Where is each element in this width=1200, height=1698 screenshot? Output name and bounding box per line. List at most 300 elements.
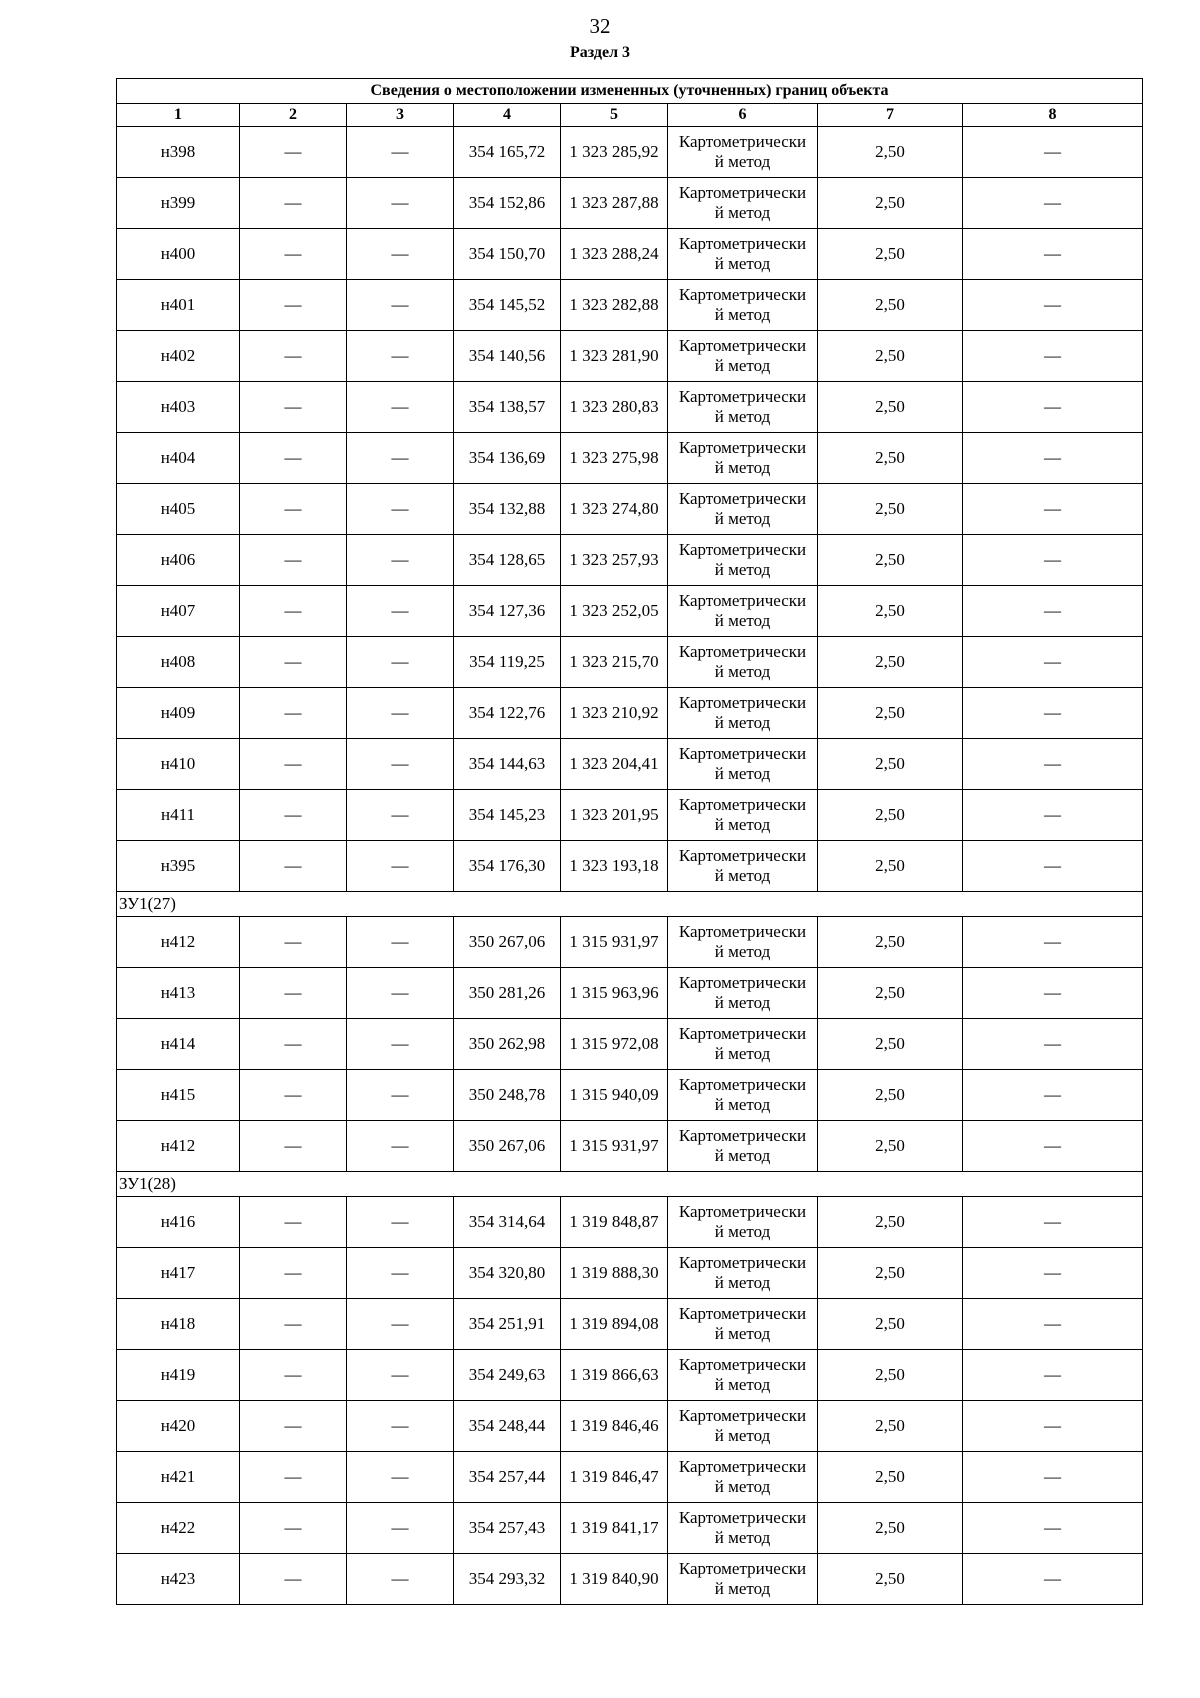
col2-dash-cell: — (240, 1350, 347, 1401)
col2-dash-cell: — (240, 1019, 347, 1070)
point-id-cell: н423 (117, 1554, 240, 1605)
point-id-cell: н414 (117, 1019, 240, 1070)
column-number: 4 (454, 104, 561, 127)
method-cell (668, 1452, 818, 1503)
precision-cell: 2,50 (818, 127, 963, 178)
method-text-line2: й метод (714, 305, 771, 324)
y-coordinate-cell: 1 323 282,88 (561, 280, 668, 331)
col3-dash-cell: — (347, 484, 454, 535)
y-coordinate-cell: 1 319 846,46 (561, 1401, 668, 1452)
method-cell (668, 739, 818, 790)
method-text-line2: й метод (714, 152, 771, 171)
point-id-cell: н395 (117, 841, 240, 892)
col3-dash-cell: — (347, 688, 454, 739)
x-coordinate-cell: 354 248,44 (454, 1401, 561, 1452)
method-text-line2: й метод (714, 1324, 771, 1343)
precision-cell: 2,50 (818, 1401, 963, 1452)
method-text-line2: й метод (714, 1273, 771, 1292)
method-text-line1: Картометрически (678, 1406, 807, 1425)
method-text-line1: Картометрически (678, 1202, 807, 1221)
x-coordinate-cell: 354 136,69 (454, 433, 561, 484)
col8-dash-cell: — (963, 586, 1143, 637)
point-id-cell: н410 (117, 739, 240, 790)
y-coordinate-cell: 1 319 848,87 (561, 1197, 668, 1248)
y-coordinate-cell: 1 323 285,92 (561, 127, 668, 178)
col3-dash-cell: — (347, 1248, 454, 1299)
col8-dash-cell: — (963, 1401, 1143, 1452)
page-number: 32 (589, 14, 611, 38)
point-id-cell: н422 (117, 1503, 240, 1554)
method-cell (668, 1401, 818, 1452)
method-text-line2: й метод (714, 203, 771, 222)
col8-dash-cell: — (963, 1452, 1143, 1503)
method-text-line2: й метод (714, 1146, 771, 1165)
table-row (117, 1070, 1143, 1121)
y-coordinate-cell: 1 323 274,80 (561, 484, 668, 535)
precision-cell: 2,50 (818, 790, 963, 841)
table-row (117, 1554, 1143, 1605)
col2-dash-cell: — (240, 127, 347, 178)
method-text-line1: Картометрически (678, 1559, 807, 1578)
precision-cell: 2,50 (818, 1299, 963, 1350)
point-id-cell: н415 (117, 1070, 240, 1121)
precision-cell: 2,50 (818, 484, 963, 535)
point-id-cell: н412 (117, 917, 240, 968)
point-id-cell: н416 (117, 1197, 240, 1248)
col8-dash-cell: — (963, 178, 1143, 229)
method-text-line2: й метод (714, 407, 771, 426)
precision-cell: 2,50 (818, 841, 963, 892)
method-text-line2: й метод (714, 942, 771, 961)
col2-dash-cell: — (240, 535, 347, 586)
method-cell (668, 688, 818, 739)
x-coordinate-cell: 354 140,56 (454, 331, 561, 382)
col8-dash-cell: — (963, 1350, 1143, 1401)
table-row (117, 382, 1143, 433)
column-number: 2 (240, 104, 347, 127)
method-text-line2: й метод (714, 254, 771, 273)
precision-cell: 2,50 (818, 433, 963, 484)
x-coordinate-cell: 354 257,44 (454, 1452, 561, 1503)
col3-dash-cell: — (347, 586, 454, 637)
x-coordinate-cell: 354 152,86 (454, 178, 561, 229)
method-text-line2: й метод (714, 509, 771, 528)
y-coordinate-cell: 1 319 866,63 (561, 1350, 668, 1401)
method-text-line1: Картометрически (678, 922, 807, 941)
col8-dash-cell: — (963, 1554, 1143, 1605)
table-row (117, 178, 1143, 229)
method-cell (668, 382, 818, 433)
y-coordinate-cell: 1 315 931,97 (561, 1121, 668, 1172)
method-cell (668, 535, 818, 586)
x-coordinate-cell: 354 145,52 (454, 280, 561, 331)
column-number: 6 (668, 104, 818, 127)
col2-dash-cell: — (240, 1452, 347, 1503)
column-number: 3 (347, 104, 454, 127)
y-coordinate-cell: 1 323 281,90 (561, 331, 668, 382)
method-cell (668, 1121, 818, 1172)
method-cell (668, 1197, 818, 1248)
method-cell (668, 1248, 818, 1299)
method-text-line1: Картометрически (678, 1075, 807, 1094)
precision-cell: 2,50 (818, 535, 963, 586)
point-id-cell: н409 (117, 688, 240, 739)
method-cell (668, 841, 818, 892)
method-text-line1: Картометрически (678, 1304, 807, 1323)
table-caption: Сведения о местоположении измененных (уточненных) границ объекта (117, 79, 1143, 104)
x-coordinate-cell: 350 248,78 (454, 1070, 561, 1121)
col8-dash-cell: — (963, 535, 1143, 586)
table-row (117, 331, 1143, 382)
col3-dash-cell: — (347, 535, 454, 586)
method-cell (668, 1350, 818, 1401)
table-row (117, 280, 1143, 331)
col2-dash-cell: — (240, 178, 347, 229)
col2-dash-cell: — (240, 790, 347, 841)
table-row (117, 917, 1143, 968)
y-coordinate-cell: 1 319 840,90 (561, 1554, 668, 1605)
table-row (117, 968, 1143, 1019)
point-id-cell: н420 (117, 1401, 240, 1452)
table-row (117, 1452, 1143, 1503)
point-id-cell: н400 (117, 229, 240, 280)
y-coordinate-cell: 1 319 894,08 (561, 1299, 668, 1350)
method-cell (668, 331, 818, 382)
col2-dash-cell: — (240, 484, 347, 535)
precision-cell: 2,50 (818, 586, 963, 637)
method-cell (668, 433, 818, 484)
col8-dash-cell: — (963, 968, 1143, 1019)
table-caption-row (117, 79, 1143, 104)
point-id-cell: н406 (117, 535, 240, 586)
method-text-line2: й метод (714, 713, 771, 732)
method-cell (668, 637, 818, 688)
x-coordinate-cell: 350 267,06 (454, 1121, 561, 1172)
col8-dash-cell: — (963, 1070, 1143, 1121)
col8-dash-cell: — (963, 331, 1143, 382)
x-coordinate-cell: 350 262,98 (454, 1019, 561, 1070)
col8-dash-cell: — (963, 280, 1143, 331)
col2-dash-cell: — (240, 331, 347, 382)
method-cell (668, 917, 818, 968)
col3-dash-cell: — (347, 1070, 454, 1121)
point-id-cell: н421 (117, 1452, 240, 1503)
table-row (117, 637, 1143, 688)
col3-dash-cell: — (347, 841, 454, 892)
y-coordinate-cell: 1 323 275,98 (561, 433, 668, 484)
x-coordinate-cell: 354 176,30 (454, 841, 561, 892)
point-id-cell: н412 (117, 1121, 240, 1172)
method-text-line2: й метод (714, 1095, 771, 1114)
method-cell (668, 229, 818, 280)
method-text-line1: Картометрически (678, 438, 807, 457)
method-text-line1: Картометрически (678, 1355, 807, 1374)
col2-dash-cell: — (240, 1554, 347, 1605)
col3-dash-cell: — (347, 1197, 454, 1248)
x-coordinate-cell: 354 165,72 (454, 127, 561, 178)
method-text-line1: Картометрически (678, 795, 807, 814)
method-text-line1: Картометрически (678, 1126, 807, 1145)
column-number-row (117, 104, 1143, 127)
method-text-line2: й метод (714, 1528, 771, 1547)
point-id-cell: н403 (117, 382, 240, 433)
col3-dash-cell: — (347, 331, 454, 382)
col2-dash-cell: — (240, 229, 347, 280)
col2-dash-cell: — (240, 739, 347, 790)
method-cell (668, 178, 818, 229)
col2-dash-cell: — (240, 1401, 347, 1452)
col8-dash-cell: — (963, 790, 1143, 841)
table-row (117, 790, 1143, 841)
table-row (117, 1121, 1143, 1172)
group-header-row (117, 892, 1143, 917)
col2-dash-cell: — (240, 968, 347, 1019)
table-row (117, 535, 1143, 586)
x-coordinate-cell: 354 251,91 (454, 1299, 561, 1350)
y-coordinate-cell: 1 323 288,24 (561, 229, 668, 280)
col8-dash-cell: — (963, 1248, 1143, 1299)
x-coordinate-cell: 354 128,65 (454, 535, 561, 586)
point-id-cell: н399 (117, 178, 240, 229)
precision-cell: 2,50 (818, 1197, 963, 1248)
y-coordinate-cell: 1 323 280,83 (561, 382, 668, 433)
method-cell (668, 1503, 818, 1554)
x-coordinate-cell: 350 281,26 (454, 968, 561, 1019)
col3-dash-cell: — (347, 1350, 454, 1401)
method-text-line1: Картометрически (678, 744, 807, 763)
method-text-line1: Картометрически (678, 285, 807, 304)
table-row (117, 841, 1143, 892)
point-id-cell: н401 (117, 280, 240, 331)
method-cell (668, 280, 818, 331)
method-text-line1: Картометрически (678, 1457, 807, 1476)
col3-dash-cell: — (347, 229, 454, 280)
col8-dash-cell: — (963, 382, 1143, 433)
y-coordinate-cell: 1 323 204,41 (561, 739, 668, 790)
precision-cell: 2,50 (818, 1019, 963, 1070)
col3-dash-cell: — (347, 739, 454, 790)
col3-dash-cell: — (347, 178, 454, 229)
method-text-line1: Картометрически (678, 693, 807, 712)
method-text-line2: й метод (714, 1222, 771, 1241)
method-text-line1: Картометрически (678, 642, 807, 661)
method-cell (668, 1019, 818, 1070)
method-text-line1: Картометрически (678, 540, 807, 559)
col8-dash-cell: — (963, 637, 1143, 688)
x-coordinate-cell: 354 257,43 (454, 1503, 561, 1554)
col2-dash-cell: — (240, 1121, 347, 1172)
x-coordinate-cell: 354 249,63 (454, 1350, 561, 1401)
x-coordinate-cell: 354 138,57 (454, 382, 561, 433)
col3-dash-cell: — (347, 1019, 454, 1070)
col3-dash-cell: — (347, 1401, 454, 1452)
col3-dash-cell: — (347, 637, 454, 688)
method-cell (668, 1299, 818, 1350)
x-coordinate-cell: 354 144,63 (454, 739, 561, 790)
point-id-cell: н407 (117, 586, 240, 637)
method-text-line2: й метод (714, 1579, 771, 1598)
table-row (117, 484, 1143, 535)
method-text-line2: й метод (714, 356, 771, 375)
col8-dash-cell: — (963, 1121, 1143, 1172)
table-row (117, 1401, 1143, 1452)
precision-cell: 2,50 (818, 917, 963, 968)
precision-cell: 2,50 (818, 1121, 963, 1172)
x-coordinate-cell: 354 320,80 (454, 1248, 561, 1299)
col2-dash-cell: — (240, 1299, 347, 1350)
method-text-line2: й метод (714, 611, 771, 630)
col3-dash-cell: — (347, 433, 454, 484)
point-id-cell: н404 (117, 433, 240, 484)
col2-dash-cell: — (240, 1197, 347, 1248)
precision-cell: 2,50 (818, 968, 963, 1019)
table-row (117, 1019, 1143, 1070)
column-number: 8 (963, 104, 1143, 127)
y-coordinate-cell: 1 323 287,88 (561, 178, 668, 229)
col3-dash-cell: — (347, 127, 454, 178)
method-text-line1: Картометрически (678, 489, 807, 508)
col2-dash-cell: — (240, 637, 347, 688)
method-text-line1: Картометрически (678, 1253, 807, 1272)
method-text-line1: Картометрически (678, 973, 807, 992)
precision-cell: 2,50 (818, 739, 963, 790)
x-coordinate-cell: 354 145,23 (454, 790, 561, 841)
col8-dash-cell: — (963, 917, 1143, 968)
col8-dash-cell: — (963, 433, 1143, 484)
precision-cell: 2,50 (818, 331, 963, 382)
col8-dash-cell: — (963, 1019, 1143, 1070)
method-text-line2: й метод (714, 815, 771, 834)
table-row (117, 1299, 1143, 1350)
table-row (117, 1350, 1143, 1401)
col3-dash-cell: — (347, 790, 454, 841)
col8-dash-cell: — (963, 127, 1143, 178)
point-id-cell: н398 (117, 127, 240, 178)
column-number: 5 (561, 104, 668, 127)
section-title: Раздел 3 (569, 44, 631, 61)
col3-dash-cell: — (347, 917, 454, 968)
method-text-line1: Картометрически (678, 591, 807, 610)
precision-cell: 2,50 (818, 688, 963, 739)
method-text-line1: Картометрически (678, 1508, 807, 1527)
method-text-line1: Картометрически (678, 387, 807, 406)
col2-dash-cell: — (240, 688, 347, 739)
method-text-line2: й метод (714, 458, 771, 477)
y-coordinate-cell: 1 323 210,92 (561, 688, 668, 739)
method-cell (668, 968, 818, 1019)
method-text-line2: й метод (714, 662, 771, 681)
col2-dash-cell: — (240, 382, 347, 433)
point-id-cell: н408 (117, 637, 240, 688)
method-text-line2: й метод (714, 764, 771, 783)
point-id-cell: н411 (117, 790, 240, 841)
method-text-line1: Картометрически (678, 183, 807, 202)
point-id-cell: н419 (117, 1350, 240, 1401)
table-row (117, 1197, 1143, 1248)
y-coordinate-cell: 1 323 252,05 (561, 586, 668, 637)
method-text-line1: Картометрически (678, 1024, 807, 1043)
method-text-line1: Картометрически (678, 846, 807, 865)
method-cell (668, 127, 818, 178)
table-row (117, 688, 1143, 739)
y-coordinate-cell: 1 315 963,96 (561, 968, 668, 1019)
table-row (117, 586, 1143, 637)
method-cell (668, 790, 818, 841)
precision-cell: 2,50 (818, 1070, 963, 1121)
group-label: ЗУ1(27) (117, 892, 1143, 917)
col8-dash-cell: — (963, 841, 1143, 892)
x-coordinate-cell: 354 293,32 (454, 1554, 561, 1605)
y-coordinate-cell: 1 315 940,09 (561, 1070, 668, 1121)
table-row (117, 127, 1143, 178)
precision-cell: 2,50 (818, 229, 963, 280)
method-cell (668, 1070, 818, 1121)
col2-dash-cell: — (240, 841, 347, 892)
method-text-line1: Картометрически (678, 234, 807, 253)
col2-dash-cell: — (240, 1248, 347, 1299)
y-coordinate-cell: 1 319 888,30 (561, 1248, 668, 1299)
col3-dash-cell: — (347, 382, 454, 433)
group-label: ЗУ1(28) (117, 1172, 1143, 1197)
precision-cell: 2,50 (818, 1248, 963, 1299)
col3-dash-cell: — (347, 1299, 454, 1350)
y-coordinate-cell: 1 323 215,70 (561, 637, 668, 688)
col8-dash-cell: — (963, 484, 1143, 535)
y-coordinate-cell: 1 323 257,93 (561, 535, 668, 586)
y-coordinate-cell: 1 323 193,18 (561, 841, 668, 892)
table-row (117, 1503, 1143, 1554)
x-coordinate-cell: 354 127,36 (454, 586, 561, 637)
table-row (117, 433, 1143, 484)
column-number: 1 (117, 104, 240, 127)
precision-cell: 2,50 (818, 1554, 963, 1605)
method-text-line2: й метод (714, 1477, 771, 1496)
col2-dash-cell: — (240, 1503, 347, 1554)
x-coordinate-cell: 350 267,06 (454, 917, 561, 968)
y-coordinate-cell: 1 323 201,95 (561, 790, 668, 841)
point-id-cell: н413 (117, 968, 240, 1019)
col2-dash-cell: — (240, 433, 347, 484)
table-row (117, 229, 1143, 280)
method-text-line2: й метод (714, 1426, 771, 1445)
table-row (117, 1248, 1143, 1299)
x-coordinate-cell: 354 150,70 (454, 229, 561, 280)
col2-dash-cell: — (240, 586, 347, 637)
col8-dash-cell: — (963, 1299, 1143, 1350)
col2-dash-cell: — (240, 917, 347, 968)
precision-cell: 2,50 (818, 1350, 963, 1401)
precision-cell: 2,50 (818, 280, 963, 331)
point-id-cell: н402 (117, 331, 240, 382)
x-coordinate-cell: 354 122,76 (454, 688, 561, 739)
method-cell (668, 484, 818, 535)
col3-dash-cell: — (347, 1503, 454, 1554)
point-id-cell: н418 (117, 1299, 240, 1350)
col8-dash-cell: — (963, 1503, 1143, 1554)
method-text-line2: й метод (714, 1044, 771, 1063)
x-coordinate-cell: 354 314,64 (454, 1197, 561, 1248)
method-cell (668, 586, 818, 637)
point-id-cell: н405 (117, 484, 240, 535)
precision-cell: 2,50 (818, 1503, 963, 1554)
point-id-cell: н417 (117, 1248, 240, 1299)
boundary-table (116, 78, 1143, 1605)
y-coordinate-cell: 1 319 841,17 (561, 1503, 668, 1554)
group-header-row (117, 1172, 1143, 1197)
col3-dash-cell: — (347, 1452, 454, 1503)
col8-dash-cell: — (963, 229, 1143, 280)
y-coordinate-cell: 1 319 846,47 (561, 1452, 668, 1503)
